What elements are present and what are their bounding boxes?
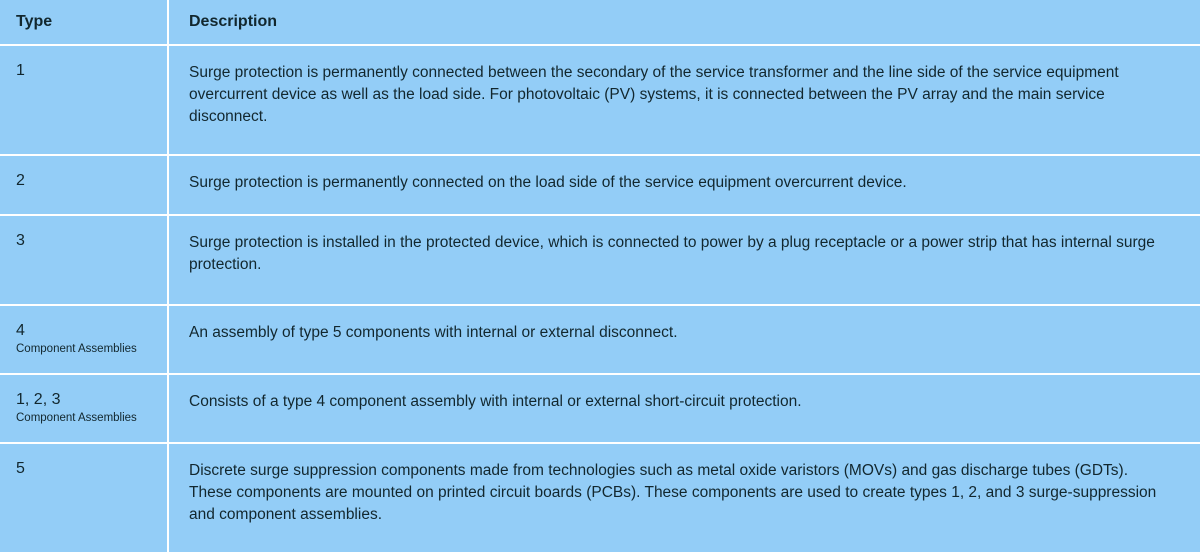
cell-type xyxy=(0,215,168,305)
type-value: 4 xyxy=(16,322,25,339)
cell-description: Surge protection is installed in the protected device, which is connected to power by a plug receptacle or a power strip that has internal surge protection. xyxy=(168,215,1200,305)
cell-description: Consists of a type 4 component assembly with internal or external short-circuit protection. xyxy=(168,374,1200,443)
table-row xyxy=(0,305,1200,374)
table-row xyxy=(0,374,1200,443)
cell-type xyxy=(0,443,168,552)
cell-description: An assembly of type 5 components with internal or external disconnect. xyxy=(168,305,1200,374)
table-header xyxy=(0,0,1200,45)
type-value: 1, 2, 3 xyxy=(16,391,61,408)
cell-description: Surge protection is permanently connected on the load side of the service equipment overcurrent device. xyxy=(168,155,1200,215)
type-value: 5 xyxy=(16,460,25,477)
table-row xyxy=(0,155,1200,215)
cell-type xyxy=(0,45,168,155)
table-header-row xyxy=(0,0,1200,45)
type-subtitle: Component Assemblies xyxy=(16,412,137,424)
column-header-description: Description xyxy=(168,0,1200,45)
table-row xyxy=(0,215,1200,305)
cell-type xyxy=(0,305,168,374)
cell-type xyxy=(0,374,168,443)
type-value: 2 xyxy=(16,172,25,189)
column-header-type: Type xyxy=(0,0,168,45)
cell-type xyxy=(0,155,168,215)
cell-description: Surge protection is permanently connected between the secondary of the service transformer and the line side of the service equipment overcurrent device as well as the load side. For photovoltaic (PV) systems, it is connected between the PV array and the main service disconnect. xyxy=(168,45,1200,155)
cell-description: Discrete surge suppression components made from technologies such as metal oxide varistors (MOVs) and gas discharge tubes (GDTs). These components are mounted on printed circuit boards (PCBs). These components are used to create types 1, 2, and 3 surge-suppression and component assemblies. xyxy=(168,443,1200,552)
type-value: 1 xyxy=(16,62,25,79)
table-row xyxy=(0,443,1200,552)
type-subtitle: Component Assemblies xyxy=(16,343,137,355)
table-body xyxy=(0,45,1200,552)
type-value: 3 xyxy=(16,232,25,249)
table-row xyxy=(0,45,1200,155)
